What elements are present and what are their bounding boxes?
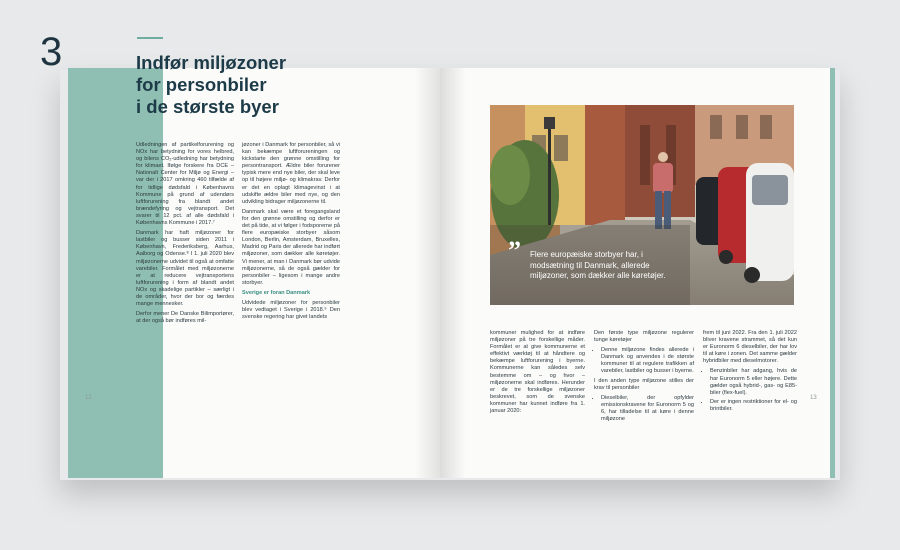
left-column-2 (242, 142, 340, 324)
paragraph: Danmark skal være et foregangsland for den grønne omstilling og derfor er det på tide, at vi følger i fodsporerne på flere europæiske storbyer såsom London, Berlin, Amsterdam, Bruxelles, Madrid og Paris der allerede har indført miljøzoner, som dækker alle køretøjer. Vi mener, at man i Danmark bør udvide miljøzonerne, så de også gælder for personbiler – ligesom i mange andre storbyer. (242, 208, 340, 286)
paragraph: Udvidede miljøzoner for personbiler blev vedtaget i Sverige i 2018.⁹ Den svenske regering har givet landets (242, 299, 340, 321)
pull-quote: Flere europæiske storbyer har, i modsætning til Danmark, allerede miljøzoner, som dækker alle køretøjer. (530, 250, 666, 280)
paragraph: Udledningen af partikelforurening og NOx har betydning for vores helbred, og bilens CO₂-udledning har betydning for klimaet. Ifølge forskere fra DCE – Nationalt Center for Miljø og Energi – var der i 2017 omkring 460 tilfælde af for tidlige dødsfald i Københavns Kommune på grund af udendørs luftforurening fra blandt andet brændefyring og vejtransport. Det svarer til 12 pct. af alle dødsfald i Københavns Kommune i 2017.⁷ (136, 142, 234, 227)
gutter-shadow (414, 68, 440, 478)
list-item: • Denne miljøzone findes allerede i Danmark og anvendes i de største kommuner til at regulere trafikken af varebiler, lastbiler og busser i byerne. (601, 347, 694, 375)
paragraph: jøzoner i Danmark for personbiler, så vi kan bekæmpe luftforureningen og kickstarte den grønne omstilling for persontransport. Ældre biler forurener typisk mere end nye biler, der skal leve op til højere miljø- og klimakrav. Derfor er det en oplagt klimagevinst i at udskifte ældre biler med nye, og den udvikling bidrager miljøzonerne til. (242, 142, 340, 205)
quote-mark: ” (508, 236, 521, 265)
right-column-3 (703, 330, 797, 415)
paragraph: Danmark har haft miljøzoner for lastbiler og busser siden 2011 i København, Frederiksberg, Aarhus, Aalborg og Odense.⁸ I 1. juli 2020 blev miljøzonerne udvidet til også at omfatte varebiler. Formålet med miljøzonerne er at reducere vejtransportens luftforurening i form af blandt andet NOx og skadelige partikler – særligt i de områder, hvor der bor og færdes mange mennesker. (136, 230, 234, 308)
paragraph: Derfor mener De Danske Bilimportører, at der også bør indføres mil- (136, 311, 234, 325)
paragraph: frem til juni 2022. Fra den 1. juli 2022 bliver kravene strammet, så det kun er Euronorm 6 dieselbiler, der har lov til at køre i zonen. Det samme gælder hybridbiler med dieselmotorer. (703, 330, 797, 365)
paragraph: I den anden type miljøzone stilles der krav til personbiler (594, 377, 694, 391)
accent-line (137, 37, 163, 39)
bullet-list (594, 395, 694, 423)
page-number-right: 13 (810, 395, 817, 401)
paragraph: kommuner mulighed for at indføre miljøzoner på tre forskellige måder. Formålet er at give kommunerne et effektivt værktøj til at håndtere og bekæmpe luftforurening i byerne. Kommunerne kan således selv bestemme om – og hvor – miljøzonerne skal indføres. Herunder er de tre forskellige miljøzoner beskrevet, som de svenske kommuner har kunnet indføre fra 1. januar 2020: (490, 330, 585, 415)
list-item: • Der er ingen restriktioner for el- og brintbiler. (710, 399, 797, 413)
bullet-list (594, 347, 694, 375)
list-item: • Dieselbiler, der opfylder emissionskravene for Euronorm 5 og 6, har tilladelse til at køre i denne miljøzone (601, 395, 694, 423)
page-edge-accent (830, 68, 835, 478)
left-column-1 (136, 142, 234, 328)
street-photo (490, 105, 794, 305)
bullet-list (703, 368, 797, 413)
chapter-number: 3 (40, 30, 63, 74)
gutter-shadow (440, 68, 466, 478)
subheading: Sverige er foran Danmark (242, 289, 311, 296)
right-column-1 (490, 330, 585, 418)
paragraph: Den første type miljøzone regulerer tunge køretøjer (594, 330, 694, 344)
chapter-title: Indfør miljøzoner for personbiler i de største byer (136, 52, 287, 117)
right-column-2 (594, 330, 694, 425)
page-number-left: 12 (85, 395, 92, 401)
list-item: • Benzinbiler har adgang, hvis de har Euronorm 5 eller højere. Dette gælder også hybrid-, gas- og E85-biler (flex-fuel). (710, 368, 797, 396)
